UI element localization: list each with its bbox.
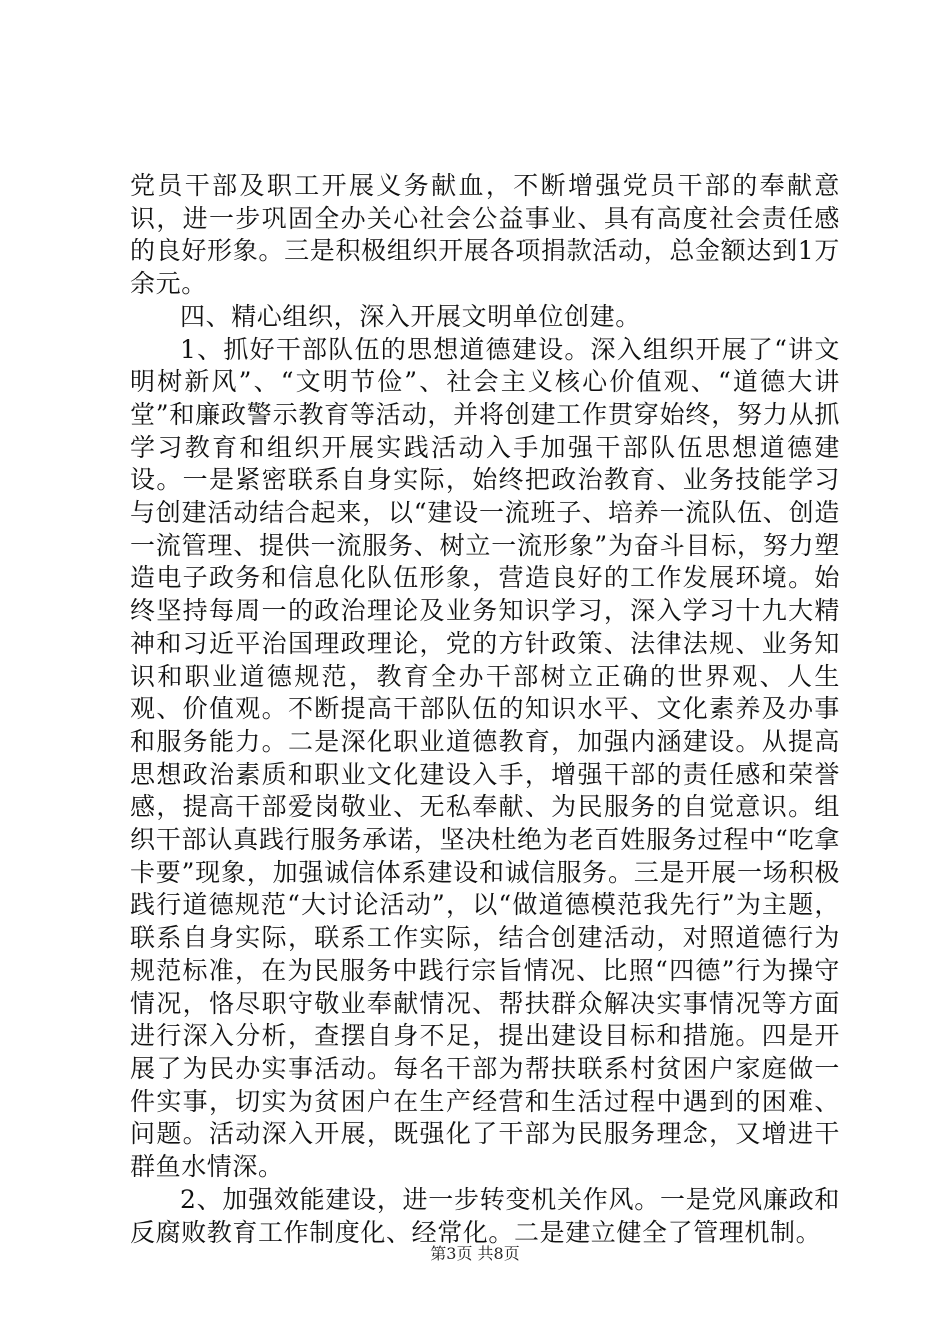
paragraph-ideology: 1、抓好干部队伍的思想道德建设。深入组织开展了“讲文明树新风”、“文明节俭”、社会主义核心价值观、“道德大讲堂”和廉政警示教育等活动，并将创建工作贯穿始终，努力从抓学习教育和组织开展实践活动入手加强干部队伍思想道德建设。一是紧密联系自身实际，始终把政治教育、业务技能学习与创建活动结合起来，以“建设一流班子、培养一流队伍、创造一流管理、提供一流服务、树立一流形象”为奋斗目标，努力塑造电子政务和信息化队伍形象，营造良好的工作发展环境。始终坚持每周一的政治理论及业务知识学习，深入学习十九大精神和习近平治国理政理论，党的方针政策、法律法规、业务知识和职业道德规范，教育全办干部树立正确的世界观、人生观、价值观。不断提高干部队伍的知识水平、文化素养及办事和服务能力。二是深化职业道德教育，加强内涵建设。从提高思想政治素质和职业文化建设入手，增强干部的责任感和荣誉感，提高干部爱岗敬业、无私奉献、为民服务的自觉意识。组织干部认真践行服务承诺，坚决杜绝为老百姓服务过程中“吃拿卡要”现象，加强诚信体系建设和诚信服务。三是开展一场积极践行道德规范“大讨论活动”，以“做道德模范我先行”为主题，联系自身实际，联系工作实际，结合创建活动，对照道德行为规范标准，在为民服务中践行宗旨情况、比照“四德”行为操守情况，恪尽职守敬业奉献情况、帮扶群众解决实事情况等方面进行深入分析，查摆自身不足，提出建设目标和措施。四是开展了为民办实事活动。每名干部为帮扶联系村贫困户家庭做一件实事，切实为贫困户在生产经营和生活过程中遇到的困难、问题。活动深入开展，既强化了干部为民服务理念，又增进干群鱼水情深。 [130, 334, 840, 1182]
document-body [130, 170, 840, 1249]
page-footer: 第3页 共8页 [430, 1244, 520, 1263]
section-heading: 四、精心组织，深入开展文明单位创建。 [180, 301, 641, 331]
paragraph-efficiency: 2、加强效能建设，进一步转变机关作风。一是党风廉政和反腐败教育工作制度化、经常化。二是建立健全了管理机制。 [130, 1184, 840, 1247]
paragraph-continued: 党员干部及职工开展义务献血，不断增强党员干部的奉献意识，进一步巩固全办关心社会公益事业、具有高度社会责任感的良好形象。三是积极组织开展各项捐款活动，总金额达到1万余元。 [130, 171, 840, 299]
